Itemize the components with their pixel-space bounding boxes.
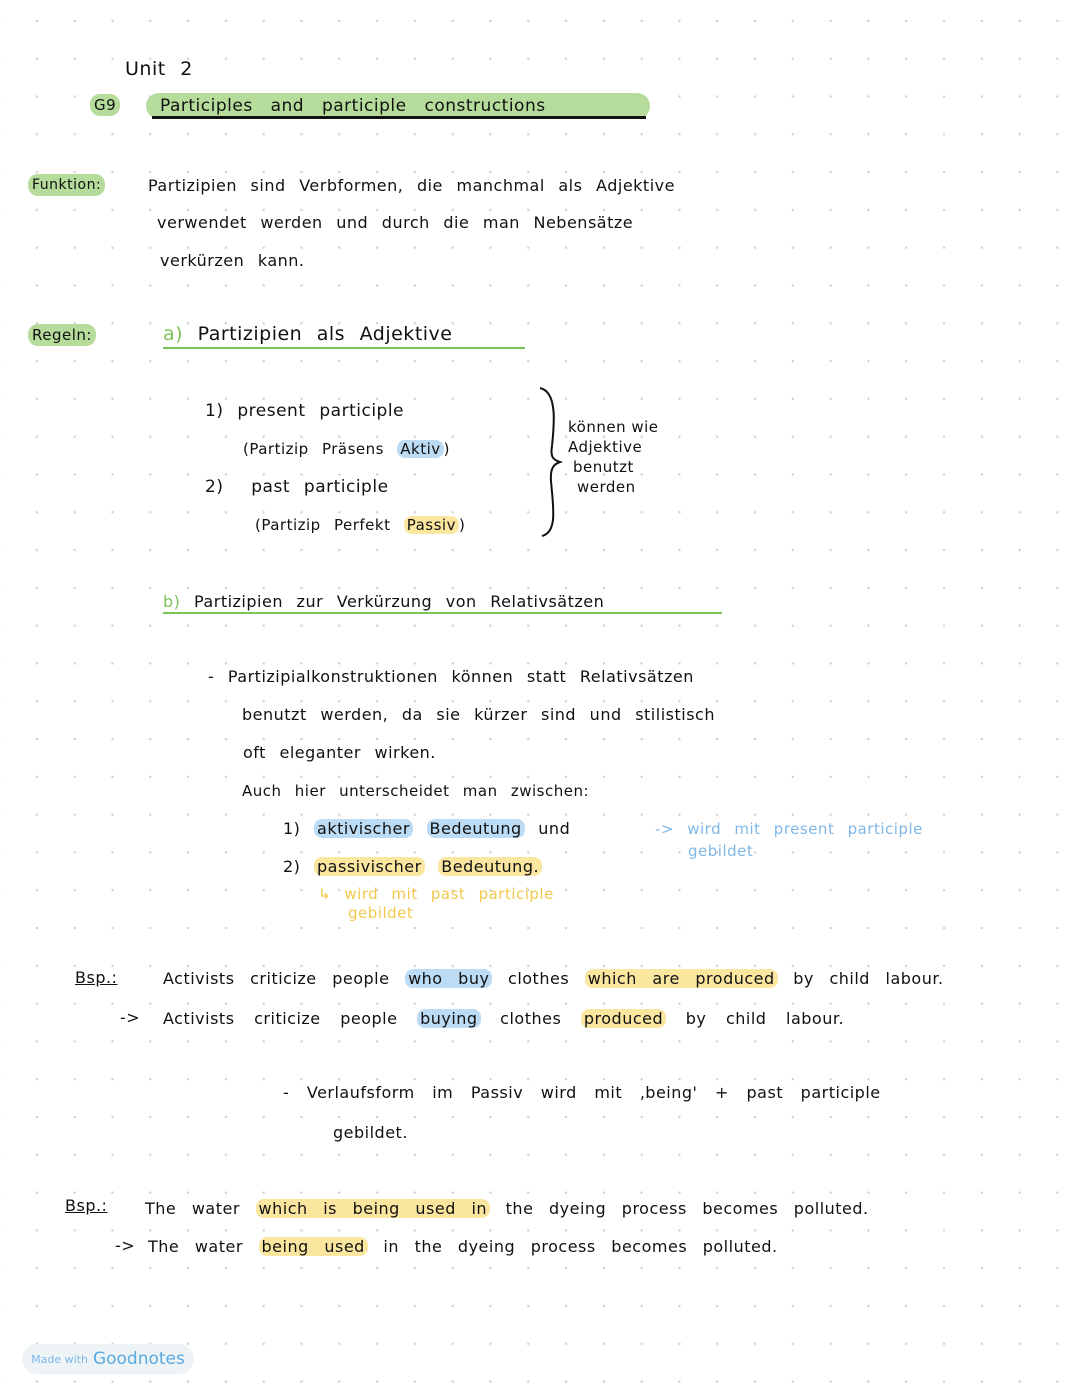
made-with: Made with [31, 1352, 88, 1366]
heading-a: Partizipien als Adjektive [197, 323, 453, 345]
item-text: past participle [251, 477, 389, 497]
passive-note-2: gebildet [348, 904, 414, 922]
bedeutung: Bedeutung. [438, 857, 542, 876]
item-sub: (Partizip Perfekt [255, 516, 404, 534]
verlaufsform-line-2: gebildet. [333, 1123, 408, 1142]
goodnotes-badge [22, 1344, 194, 1374]
type-num: 2) [283, 857, 301, 876]
funktion-line-1: Partizipien sind Verbformen, die manchmal als Adjektive [148, 176, 675, 195]
b-line-1: - Partizipialkonstruktionen können statt Relativsätzen [208, 667, 694, 686]
item-sub: (Partizip Präsens [243, 440, 398, 458]
example2-short [148, 1236, 778, 1258]
funktion-line-3: verkürzen kann. [160, 251, 305, 270]
section-code: G9 [90, 94, 120, 116]
seg: by child labour. [777, 969, 944, 988]
seg: in the dyeing process becomes polluted. [367, 1237, 778, 1256]
seg: Activists criticize people [163, 969, 406, 988]
heading-b: Partizipien zur Verkürzung von Relativsätzen [194, 592, 605, 611]
title-underline [152, 116, 646, 119]
item-sub-end: ) [443, 440, 450, 458]
item-text: present participle [237, 401, 405, 421]
curly-brace-icon [536, 386, 566, 538]
unit-label: Unit 2 [125, 58, 193, 80]
b-line-4: Auch hier unterscheidet man zwischen: [242, 782, 590, 800]
present-participle: buying [417, 1009, 481, 1028]
arrow: -> [120, 1008, 141, 1027]
being-used: being used [259, 1237, 368, 1256]
item-sub-end: ) [458, 516, 466, 534]
seg: the dyeing process becomes polluted. [490, 1199, 869, 1218]
brand-logo: Goodnotes [92, 1349, 185, 1369]
funktion-label: Funktion: [28, 174, 105, 196]
item-num: 2) [205, 477, 224, 497]
page-title: Participles and participle constructions [160, 96, 546, 116]
passivischer: passivischer [314, 857, 425, 876]
bsp-label: Bsp.: [75, 968, 118, 987]
heading-b-underline [163, 612, 722, 614]
active-note: -> wird mit present participle [655, 820, 923, 838]
relative-clause-passive: which are produced [585, 969, 778, 988]
marker-a: a) [163, 323, 184, 345]
passiv-highlight: Passiv [404, 516, 459, 534]
seg: by child labour. [666, 1009, 845, 1028]
relative-clause-active: who buy [405, 969, 492, 988]
arrow: -> [115, 1236, 136, 1255]
b-line-2: benutzt werden, da sie kürzer sind und stilistisch [242, 705, 715, 724]
example2-sentence [145, 1198, 869, 1220]
example1-short [163, 1008, 844, 1030]
b-line-3: oft eleganter wirken. [243, 743, 436, 762]
regeln-label: Regeln: [28, 324, 96, 346]
aktiv-highlight: Aktiv [397, 440, 443, 458]
marker-b: b) [163, 592, 181, 611]
seg: clothes [480, 1009, 581, 1028]
aktivischer: aktivischer [314, 819, 413, 838]
brace-note-line: können wie [568, 418, 659, 436]
brace-note-line: benutzt [573, 458, 634, 476]
brace-note-line: werden [577, 478, 636, 496]
heading-a-underline [163, 347, 525, 349]
seg: The water [148, 1237, 259, 1256]
active-note-2: gebildet [688, 842, 754, 860]
seg: Activists criticize people [163, 1009, 418, 1028]
passive-note: ↳ wird mit past participle [318, 885, 554, 903]
seg: clothes [492, 969, 585, 988]
type-num: 1) [283, 819, 301, 838]
past-participle: produced [581, 1009, 666, 1028]
brace-note-line: Adjektive [568, 438, 643, 456]
seg: The water [145, 1199, 256, 1218]
bsp-label-2: Bsp.: [65, 1196, 108, 1215]
relative-clause: which is being used in [256, 1199, 491, 1218]
item-num: 1) [205, 401, 224, 421]
funktion-line-2: verwendet werden und durch die man Nebensätze [157, 213, 634, 232]
und: und [538, 819, 571, 838]
bedeutung: Bedeutung [427, 819, 525, 838]
verlaufsform-line-1: - Verlaufsform im Passiv wird mit ‚being' + past participle [283, 1083, 881, 1102]
example1-sentence [163, 968, 944, 990]
